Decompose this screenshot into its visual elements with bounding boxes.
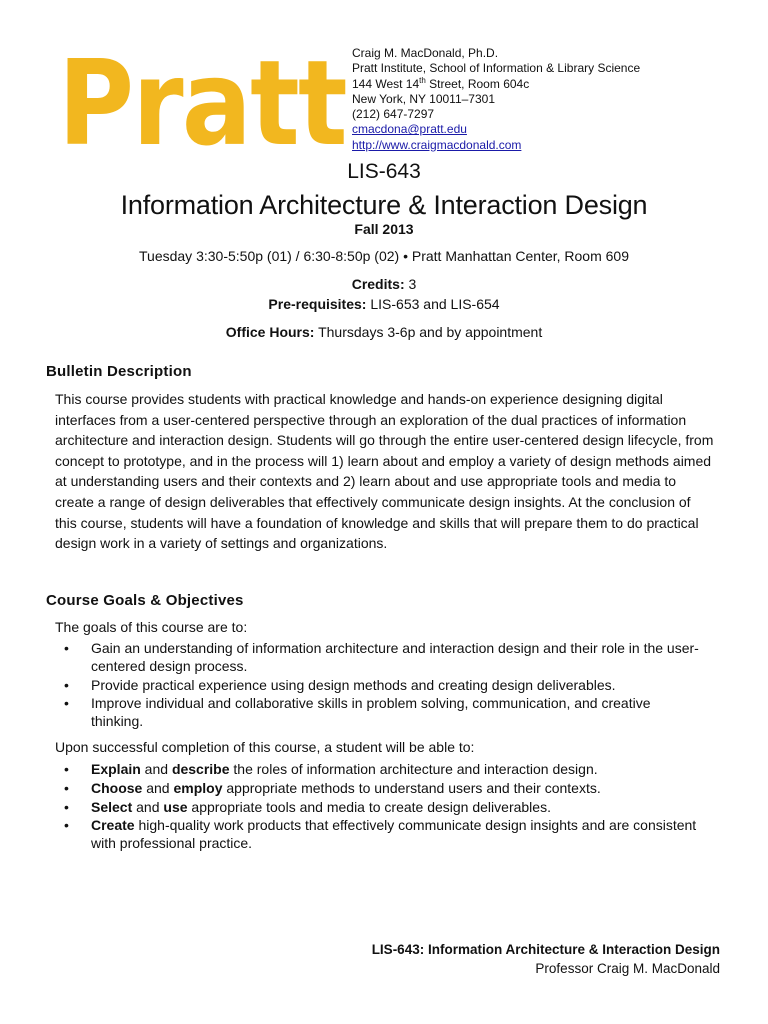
list-item: • Create high-quality work products that effectively communicate design insights and are consistent with professional practice. (64, 817, 697, 852)
list-item: • Select and use appropriate tools and media to create design deliverables. (64, 798, 551, 815)
instructor-name: Craig M. MacDonald, Ph.D. (352, 46, 499, 60)
city-address: New York, NY 10011–7301 (352, 91, 495, 106)
bullet-marker: • (64, 798, 69, 815)
email-link[interactable]: cmacdona@pratt.edu (352, 122, 467, 137)
list-item: • Choose and employ appropriate methods to understand users and their contexts. (64, 779, 601, 796)
bullet-marker: • (64, 640, 69, 656)
list-item: • Improve individual and collaborative skills in problem solving, communication, and creative thinking. (64, 695, 651, 730)
goals-list (64, 640, 704, 732)
bullet-marker: • (64, 676, 69, 693)
outcomes-list (64, 761, 704, 854)
bulletin-heading: Bulletin Description (46, 363, 192, 380)
list-item: • Gain an understanding of information architecture and interaction design and their role in the user-centered design process. (64, 640, 699, 674)
bullet-marker: • (64, 779, 69, 796)
course-title: Information Architecture & Interaction Design (120, 190, 648, 220)
footer-course: LIS-643: Information Architecture & Interaction Design (371, 942, 720, 957)
course-schedule: Tuesday 3:30-5:50p (01) / 6:30-8:50p (02) • Pratt Manhattan Center, Room 609 (139, 248, 629, 264)
list-item: • Explain and describe the roles of information architecture and interaction design. (64, 761, 598, 777)
website-link[interactable]: http://www.craigmacdonald.com (352, 137, 522, 152)
course-credits: Credits: 3 (351, 276, 417, 292)
pratt-logo: Pratt (58, 34, 346, 172)
institution: Pratt Institute, School of Information & Library Science (352, 61, 641, 76)
bullet-marker: • (64, 761, 69, 777)
phone-number: (212) 647-7297 (352, 107, 435, 122)
course-code: LIS-643 (347, 160, 421, 183)
outcomes-intro: Upon successful completion of this course, a student will be able to: (55, 739, 475, 755)
course-term: Fall 2013 (354, 221, 414, 237)
goals-intro: The goals of this course are to: (55, 619, 248, 635)
contact-block (352, 46, 640, 153)
office-hours: Office Hours: Thursdays 3-6p and by appointment (225, 324, 543, 340)
bullet-marker: • (64, 695, 69, 712)
bullet-marker: • (64, 817, 69, 834)
list-item: • Provide practical experience using design methods and creating design deliverables. (64, 676, 616, 693)
goals-heading: Course Goals & Objectives (46, 592, 244, 609)
course-prerequisites: Pre-requisites: LIS-653 and LIS-654 (268, 296, 500, 312)
bulletin-description: This course provides students with practical knowledge and hands-on experience designing digital interfaces from a user-centered perspective through an exploration of the dual practices of information architecture and interaction design. Students will go through the entire user-centered design lifecycle, from concept to prototype, and in the process will 1) learn about and employ a variety of design methods aimed at understanding users and their contexts and 2) learn about and use appropriate tools and media to create a range of design deliverables that effectively communicate design insights. At the conclusion of this course, students will have a foundation of knowledge and skills that will prepare them to do practical design work in a variety of settings and organizations. (55, 391, 714, 552)
footer-professor: Professor Craig M. MacDonald (535, 961, 720, 976)
street-address: 144 West 14th Street, Room 604c (352, 75, 530, 91)
